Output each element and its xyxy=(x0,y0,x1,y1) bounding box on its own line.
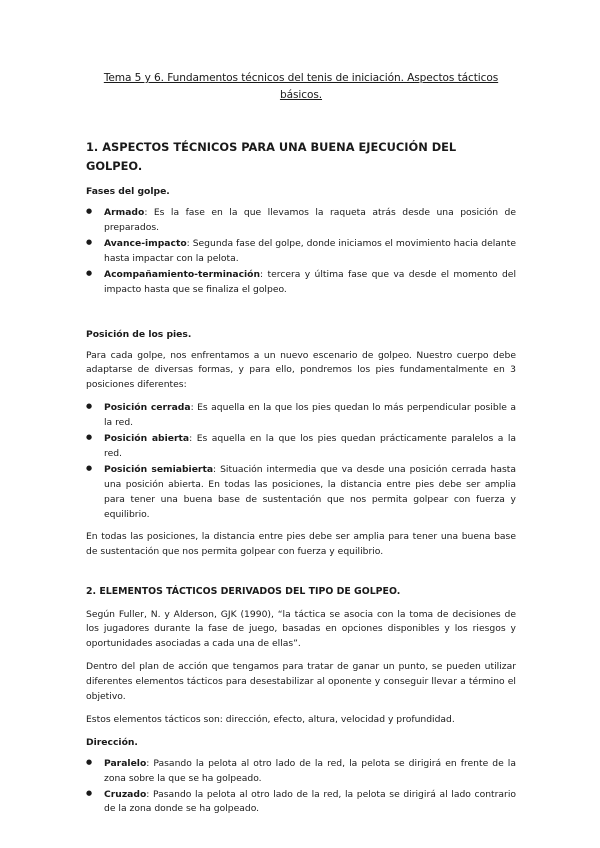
section-1-heading: 1. ASPECTOS TÉCNICOS PARA UNA BUENA EJECUCIÓN DEL GOLPEO. xyxy=(86,140,457,173)
elements-paragraph: Estos elementos tácticos son: dirección, efecto, altura, velocidad y profundidad. xyxy=(86,713,455,725)
list-item xyxy=(86,788,516,818)
list-item-term: Acompañamiento-terminación xyxy=(104,268,261,280)
document-title: Tema 5 y 6. Fundamentos técnicos del tenis de iniciación. Aspectos tácticos básicos. xyxy=(103,72,499,102)
fases-subheading: Fases del golpe. xyxy=(86,186,170,198)
list-item xyxy=(86,268,516,298)
posicion-closing: En todas las posiciones, la distancia entre pies debe ser amplia para tener una buena base de sustentación que nos permita golpear con fuerza y equilibrio. xyxy=(86,531,516,558)
list-item-term: Posición semiabierta xyxy=(104,463,214,475)
list-item-term: Avance-impacto xyxy=(104,237,187,249)
direccion-list xyxy=(86,757,516,818)
list-item-text: : Situación intermedia que va desde una posición cerrada hasta una posición abierta. En todas las posiciones, la distancia entre pies debe ser amplia para tener una buena base de sustentación que nos permita golpear con fuerza y equilibrio. xyxy=(104,463,516,520)
list-item-text: : Segunda fase del golpe, donde iniciamos el movimiento hacia delante hasta impactar con la pelota. xyxy=(104,237,516,264)
list-item-term: Posición abierta xyxy=(104,433,190,445)
list-item-term: Armado xyxy=(104,207,145,219)
list-item xyxy=(86,757,516,787)
list-item-text: : Es aquella en la que los pies quedan lo más perpendicular posible a la red. xyxy=(104,402,516,429)
fases-list xyxy=(86,206,516,297)
section-2-heading: 2. ELEMENTOS TÁCTICOS DERIVADOS DEL TIPO DE GOLPEO. xyxy=(86,586,401,598)
list-item xyxy=(86,237,516,267)
list-item xyxy=(86,432,516,462)
posicion-list xyxy=(86,401,516,522)
list-item-text: : Es aquella en la que los pies quedan prácticamente paralelos a la red. xyxy=(104,433,517,459)
list-item-term: Posición cerrada xyxy=(104,402,191,414)
direccion-subheading: Dirección. xyxy=(86,736,138,748)
list-item xyxy=(86,463,516,523)
list-item-text: : tercera y última fase que va desde el momento del impacto hasta que se finaliza el golpeo. xyxy=(104,268,516,295)
list-item-text: : Es la fase en la que llevamos la raqueta atrás desde una posición de preparados. xyxy=(104,207,516,234)
list-item xyxy=(86,401,516,431)
list-item-text: : Pasando la pelota al otro lado de la red, la pelota se dirigirá en frente de la zona sobre la que se ha golpeado. xyxy=(104,757,516,784)
tactica-quote: Según Fuller, N. y Alderson, GJK (1990), “la táctica se asocia con la toma de decisiones de los jugadores durante la fase de juego, basadas en opciones disponibles y los riesgos y oportunidades asociadas a cada una de ellas”. xyxy=(86,608,516,650)
posicion-subheading: Posición de los pies. xyxy=(86,328,192,340)
list-item-text: : Pasando la pelota al otro lado de la red, la pelota se dirigirá al lado contrario de la zona donde se ha golpeado. xyxy=(104,788,516,815)
posicion-intro: Para cada golpe, nos enfrentamos a un nuevo escenario de golpeo. Nuestro cuerpo debe adaptarse de diversas formas, y para ello, pondremos los pies fundamentalmente en 3 posiciones diferentes: xyxy=(86,349,516,391)
list-item-term: Cruzado xyxy=(104,788,147,800)
list-item xyxy=(86,206,516,236)
list-item-term: Paralelo xyxy=(104,757,147,769)
plan-paragraph: Dentro del plan de acción que tengamos para tratar de ganar un punto, se pueden utilizar diferentes elementos tácticos para desestabilizar al oponente y conseguir llevar a término el objetivo. xyxy=(86,661,516,703)
